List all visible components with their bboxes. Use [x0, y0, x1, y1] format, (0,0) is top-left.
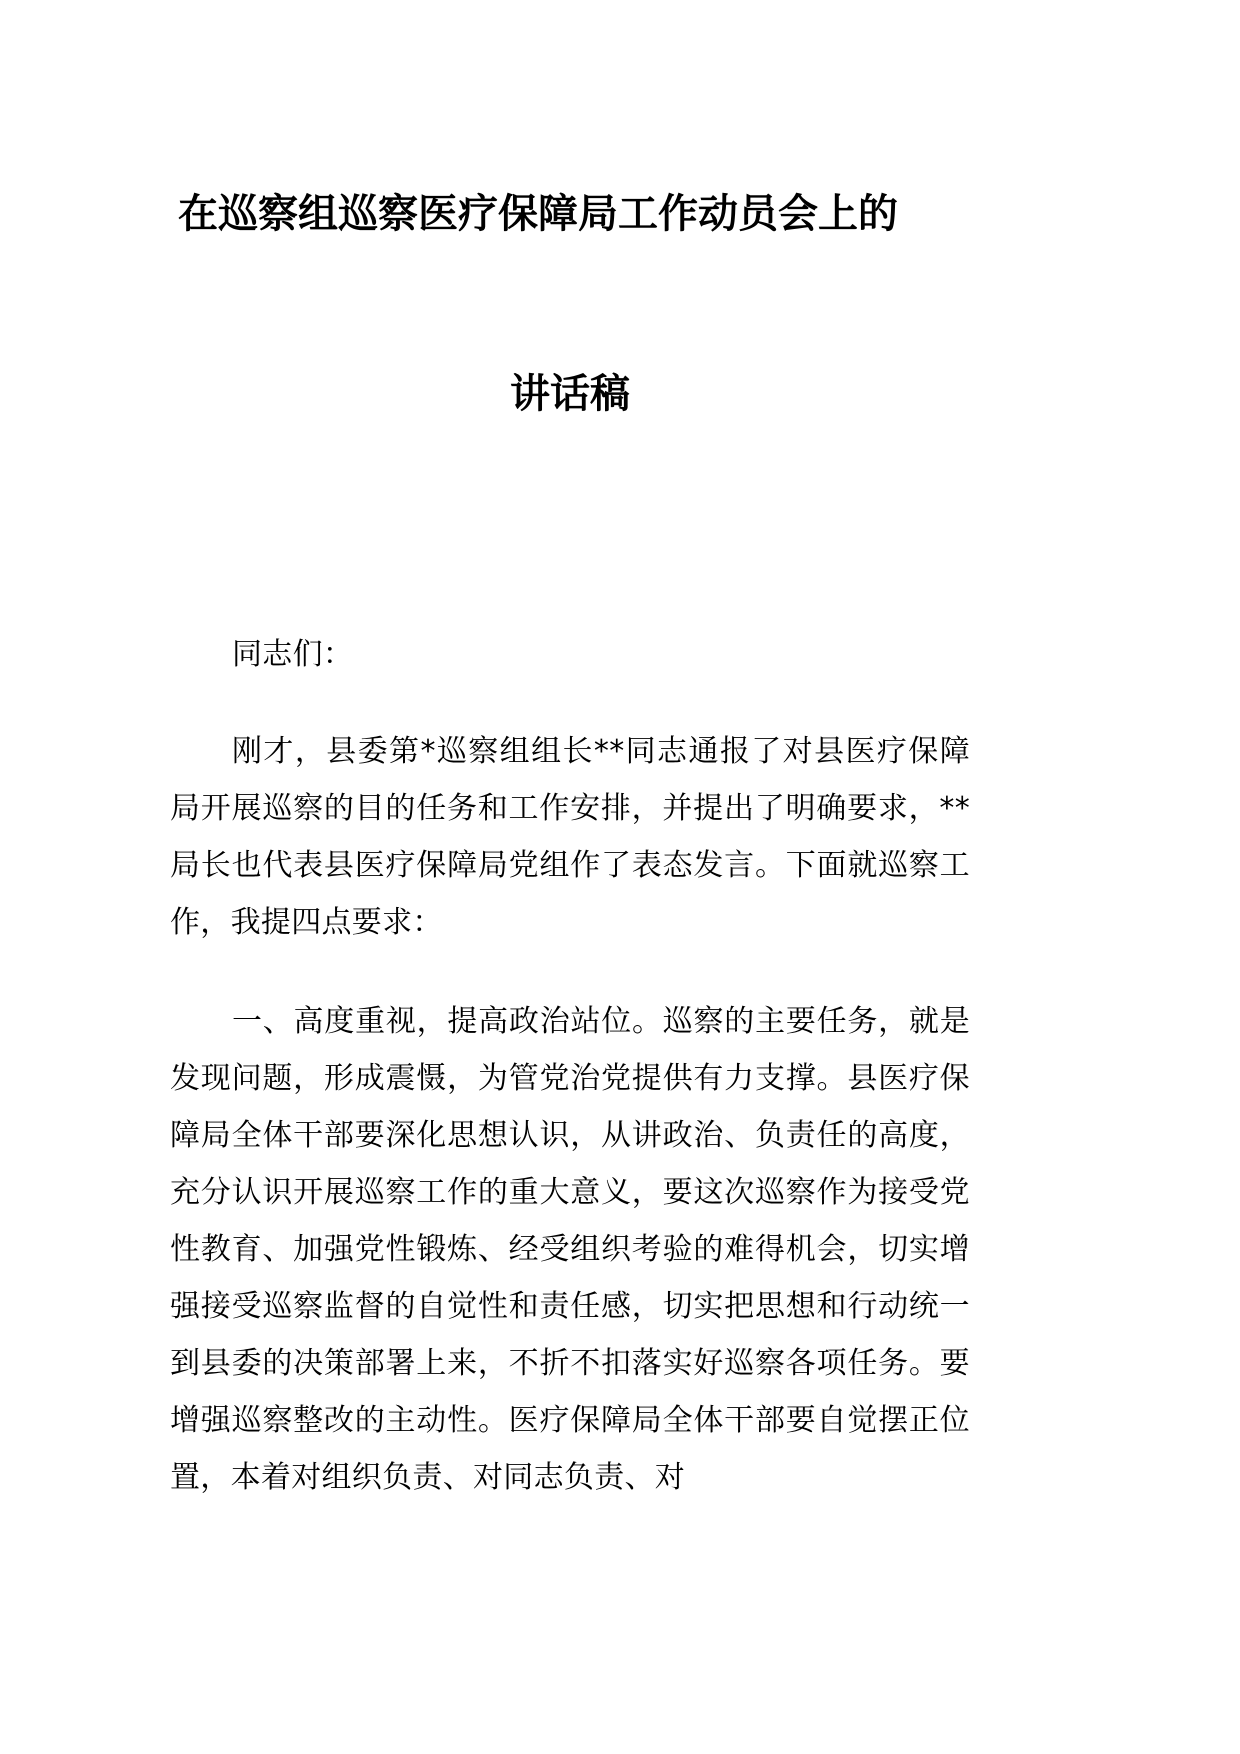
salutation: 同志们：: [232, 637, 354, 672]
document-body: [170, 0, 970, 1506]
document-title-line-2: 讲话稿: [510, 371, 630, 417]
document-title-line-1: 在巡察组巡察医疗保障局工作动员会上的: [178, 191, 898, 237]
document-title: [170, 0, 970, 458]
paragraph-intro: 刚才，县委第*巡察组组长**同志通报了对县医疗保障局开展巡察的目的任务和工作安排，并提出了明确要求，**局长也代表县医疗保障局党组作了表态发言。下面就巡察工作，我提四点要求：: [170, 734, 970, 940]
paragraph-section-one: 一、高度重视，提高政治站位。巡察的主要任务，就是发现问题，形成震慑，为管党治党提供有力支撑。县医疗保障局全体干部要深化思想认识，从讲政治、负责任的高度，充分认识开展巡察工作的重大意义，要这次巡察作为接受党性教育、加强党性锻炼、经受组织考验的难得机会，切实增强接受巡察监督的自觉性和责任感，切实把思想和行动统一到县委的决策部署上来，不折不扣落实好巡察各项任务。要增强巡察整改的主动性。医疗保障局全体干部要自觉摆正位置，本着对组织负责、对同志负责、对: [170, 1004, 970, 1495]
